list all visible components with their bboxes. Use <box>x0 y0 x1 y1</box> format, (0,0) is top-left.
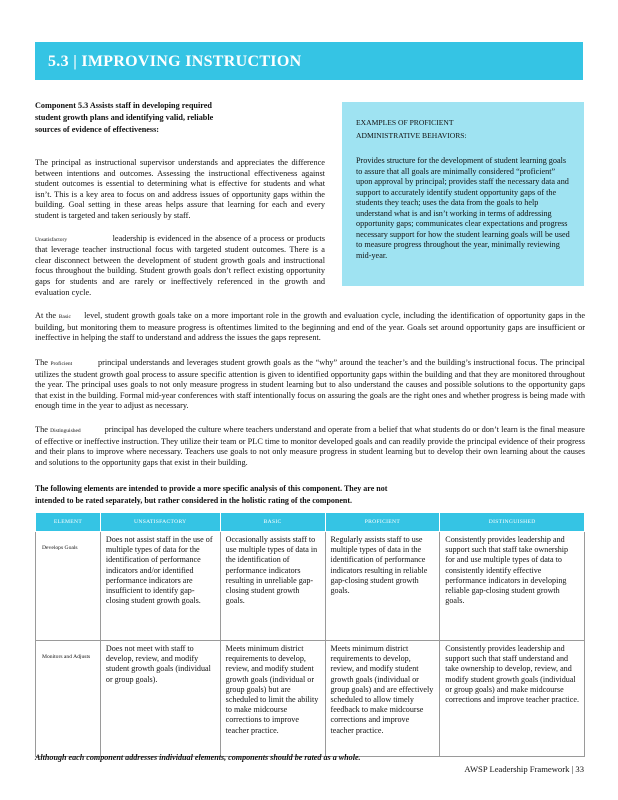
basic-label: Basic <box>58 314 71 320</box>
section-title: 5.3 | IMPROVING INSTRUCTION <box>48 53 302 70</box>
cell-distinguished: Consistently provides leadership and support such that staff understand and take ownership to develop, review, and modify student growth goals (individual or group goals) and make midcourse corrections and improve teacher practice. <box>440 641 585 757</box>
left-column <box>35 100 325 310</box>
table-row <box>36 641 585 757</box>
row-element-label: Develops Goals <box>36 532 101 641</box>
distinguished-paragraph <box>35 425 585 468</box>
rubric-header-unsatisfactory: UNSATISFACTORY <box>100 513 220 532</box>
elements-intro-line: intended to be rated separately, but rather considered in the holistic rating of the component. <box>35 495 353 505</box>
row-element-label: Monitors and Adjusts <box>36 641 101 757</box>
proficient-text: principal understands and leverages student growth goals as the “why” around the teacher’s and the building’s instructional focus. The principal utilizes the student growth goal process to assure specific attention is given to identified opportunity gaps within the building and that they are monitored throughout the year. The principal uses goals to not only measure progress in student learning but to also understand the causes and possible solutions to the opportunity gaps that exist in the building. Formal mid-year conferences with staff intentionally focus on assuring the goals are the right ones and whether progress is being made with enough time in the year to adjust as necessary. <box>35 358 585 411</box>
distinguished-label: Distinguished <box>50 428 81 434</box>
intro-paragraph: The principal as instructional supervisor understands and appreciates the difference between intentions and outcomes. Assessing the instructional effectiveness against student outcomes is essential to determining what is effective for students and what isn’t. This is a key area to focus on and address issues of opportunity gaps within the building. Goal setting in these areas helps assure that learning for each and every student is targeted and taken seriously by staff. <box>35 158 325 220</box>
elements-intro <box>35 483 585 506</box>
unsatisfactory-paragraph <box>35 234 325 299</box>
proficient-box-text: Provides structure for the development of student learning goals to assure that all goals are minimally considered “proficient” upon approval by principal; provides staff the necessary data and support to accurately identify student opportunity gaps of the students they teach; uses the data from the goals to help understand what is and isn’t working in terms of addressing opportunity gaps; communicates clear expectations and progress necessary support for how the student learning goals will be used to measure progress throughout the year, minimally reviewing mid-year. <box>356 156 570 260</box>
basic-text: level, student growth goals take on a more important role in the growth and evaluation cycle, including the identification of opportunity gaps in the building, but monitoring them to measure progress is oftentimes limited to the beginning and end of the year. Goals set around opportunity gaps are insufficient or ineffective in helping the staff to understand and address the issues the gaps represent. <box>35 311 586 343</box>
proficient-behaviors-box <box>342 102 584 286</box>
proficient-prefix: The <box>35 358 48 367</box>
component-heading-line: student growth plans and identifying valid, reliable <box>35 113 214 122</box>
rubric-header-element: ELEMENT <box>36 513 101 532</box>
proficient-label: Proficient <box>50 361 73 367</box>
rubric-table <box>35 512 585 757</box>
table-row <box>36 532 585 641</box>
rubric-header-basic: BASIC <box>220 513 325 532</box>
cell-basic: Occasionally assists staff to use multiple types of data in the identification of performance indicators resulting in unreliable gap-closing student growth goals. <box>220 532 325 641</box>
component-heading-line: sources of evidence of effectiveness: <box>35 125 159 134</box>
proficient-box-title-line: ADMINISTRATIVE BEHAVIORS: <box>356 131 467 140</box>
component-heading-line: Component 5.3 Assists staff in developing required <box>35 101 212 110</box>
cell-unsatisfactory: Does not assist staff in the use of multiple types of data for the identification of performance indicators and/or identified performance indicators are insufficient to identify gap-closing student growth goals. <box>100 532 220 641</box>
proficient-paragraph <box>35 358 585 412</box>
proficient-box-title <box>356 116 570 142</box>
unsatisfactory-text: leadership is evidenced in the absence of a process or products that leverage teacher instructional focus with targeted student outcomes. There is a clear disconnect between the development of student growth goals and instructional focus throughout the building. Student growth goals don’t reflect existing opportunity gaps for students and are rarely or ineffectively referenced in the growth and evaluation cycle. <box>35 233 325 297</box>
distinguished-text: principal has developed the culture where teachers understand and operate from a belief that what students do or don’t learn is the final measure of effective or ineffective instruction. They utilize their team or PLC time to monitor developed goals and can readily provide the principal evidence of their progress and their plans to improve where necessary. Teachers use goals to not only measure progress in student learning but to develop their own learning about the causes and solutions to the opportunity gaps that exist in their building. <box>35 425 585 467</box>
cell-basic: Meets minimum district requirements to develop, review, and modify student growth goals (individual or group goals) but are scheduled to limit the ability to make midcourse corrections to improve teacher practice. <box>220 641 325 757</box>
rubric-header-distinguished: DISTINGUISHED <box>440 513 585 532</box>
unsatisfactory-label: Unsatisfactory <box>35 236 68 243</box>
footer-page-label: AWSP Leadership Framework | 33 <box>464 764 584 774</box>
rubric-header-row <box>36 513 585 532</box>
component-heading <box>35 100 325 136</box>
proficient-box-title-line: EXAMPLES OF PROFICIENT <box>356 118 454 127</box>
footer-note: Although each component addresses individual elements, components should be rated as a whole. <box>35 753 361 762</box>
cell-distinguished: Consistently provides leadership and support such that staff take ownership for and use multiple types of data to consistently identify effective performance indicators in developing reliable gap-closing student growth goals. <box>440 532 585 641</box>
distinguished-prefix: The <box>35 425 48 434</box>
rubric-header-proficient: PROFICIENT <box>325 513 440 532</box>
elements-intro-line: The following elements are intended to provide a more specific analysis of this component. They are not <box>35 484 388 493</box>
section-title-bar <box>35 42 583 80</box>
cell-proficient: Meets minimum district requirements to develop, review, and modify student growth goals (individual or group goals) and are effectively scheduled to allow timely feedback to make midcourse corrections and improve teacher practice. <box>325 641 440 757</box>
cell-unsatisfactory: Does not meet with staff to develop, review, and modify student growth goals (individual or group goals). <box>100 641 220 757</box>
cell-proficient: Regularly assists staff to use multiple types of data in the identification of performance indicators resulting in reliable gap-closing student growth goals. <box>325 532 440 641</box>
basic-paragraph <box>35 311 585 344</box>
basic-prefix: At the <box>35 311 57 320</box>
